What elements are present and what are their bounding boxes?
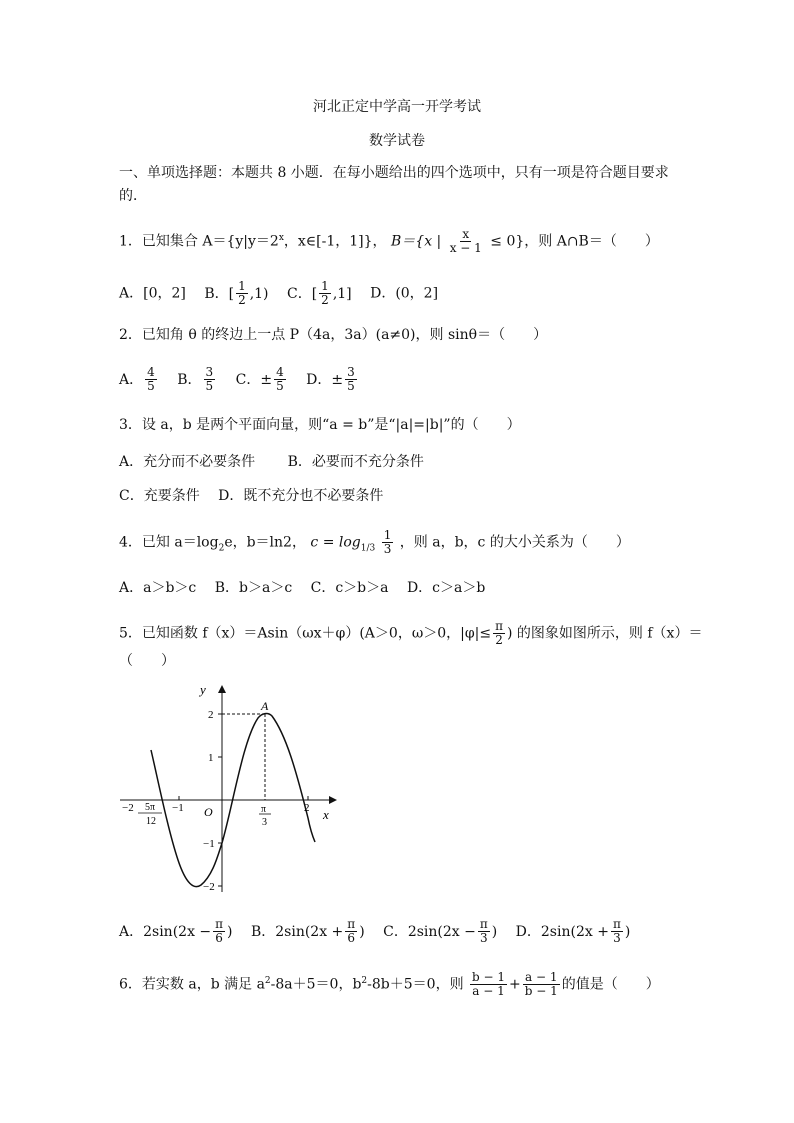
question-5-options (119, 918, 630, 945)
peak-tick-numerator: π (261, 804, 267, 815)
q3-option-b: B．必要而不充分条件 (287, 454, 424, 470)
neg-tick-numerator: 5π (145, 802, 156, 813)
q5-option-c: C．2sin(2x − $\frac{\pi}{3}$ ) (383, 917, 498, 945)
q1-option-b: B．[ $\frac{1}{2}$ ,1) (204, 279, 269, 307)
question-6: 6．若实数 a，b 满足 $a^2-8a+5=0$，$b^2-8b+5=0$，则 $\frac{b - 1}{a - 1}$ + $\frac{a - 1}{b - 1}$ 的值是（ ） (119, 970, 660, 999)
origin-label: O (204, 805, 213, 819)
question-2: 2．已知角 θ 的终边上一点 P（4a，3a）(a≠0)，则 sinθ＝（ ） (119, 327, 548, 343)
q3-option-c: C．充要条件 (119, 488, 200, 504)
question-1-options (119, 280, 438, 307)
x-tick-label-neg1: −1 (172, 802, 184, 814)
q2-option-c: C．± $\frac{4}{5}$ (235, 365, 284, 393)
q2-option-a: A． $\frac{4}{5}$ (119, 365, 155, 393)
q4-option-a: A．a＞b＞c (119, 580, 197, 596)
peak-tick-denominator: 3 (262, 817, 267, 828)
q5-option-a: A．2sin(2x − $\frac{\pi}{6}$ ) (119, 917, 233, 945)
question-5-cont: （ ） (119, 653, 175, 669)
question-4: 4．已知 $a=\log_2e$，b＝ln2， $c = \log_{1/3}$ $\frac{1}{3}$ ，则 a，b，c 的大小关系为（ ） (119, 528, 630, 556)
q4-option-b: B．b＞a＞c (214, 580, 293, 596)
q4-option-d: D．c＞a＞b (406, 580, 486, 596)
y-tick-label-2: 2 (208, 709, 214, 721)
exam-title: 河北正定中学高一开学考试 (313, 99, 481, 115)
sine-graph (118, 680, 348, 895)
q2-option-b: B． $\frac{3}{5}$ (177, 365, 214, 393)
y-tick-label-neg1: −1 (203, 838, 215, 850)
y-tick-label-1: 1 (208, 752, 214, 764)
x-axis-label: x (323, 807, 329, 822)
point-a-label: A (261, 699, 269, 713)
x-tick-label-neg2: −2 (122, 802, 134, 814)
section-heading-cont: 的． (119, 188, 147, 204)
question-2-options (119, 366, 359, 393)
y-tick-label-neg2: −2 (203, 881, 215, 893)
q4-option-c: C．c＞b＞a (310, 580, 389, 596)
q3-option-d: D．既不充分也不必要条件 (218, 488, 384, 504)
q1-option-a: A．[0，2] (119, 285, 186, 302)
question-1: 1．已知集合 $A=\{y|y=2^x$，x∈[-1，1]}， B＝{x | $\frac{x}{x - 1}$ ≤ 0}，则 A∩B＝（ ） (119, 227, 659, 256)
question-3-options-row1 (119, 452, 424, 472)
q5-option-b: B．2sin(2x + $\frac{\pi}{6}$ ) (250, 917, 365, 945)
neg-tick-denominator: 12 (146, 816, 156, 827)
y-axis-label: y (200, 682, 206, 697)
q3-option-a: A．充分而不必要条件 (119, 454, 256, 470)
subject-title: 数学试卷 (369, 133, 425, 149)
q2-option-d: D．± $\frac{3}{5}$ (306, 365, 355, 393)
x-tick-label-2: 2 (304, 802, 310, 814)
q5-option-d: D．2sin(2x + $\frac{\pi}{3}$ ) (515, 917, 631, 945)
q1-option-d: D．(0，2] (370, 285, 439, 302)
question-3: 3．设 a，b 是两个平面向量，则“a = b”是“|a|=|b|”的（ ） (119, 417, 521, 433)
section-heading: 一、单项选择题：本题共 8 小题．在每小题给出的四个选项中，只有一项是符合题目要求 (119, 165, 669, 181)
question-5: 5．已知函数 f（x）＝Asin（ωx＋φ）(A＞0，ω＞0，|φ|≤ $\frac{\pi}{2}$ ) 的图象如图所示，则 f（x）＝ (119, 619, 703, 647)
question-3-options-row2 (119, 486, 383, 506)
question-4-options (119, 578, 485, 598)
q1-option-c: C．[ $\frac{1}{2}$ ,1] (286, 279, 352, 307)
